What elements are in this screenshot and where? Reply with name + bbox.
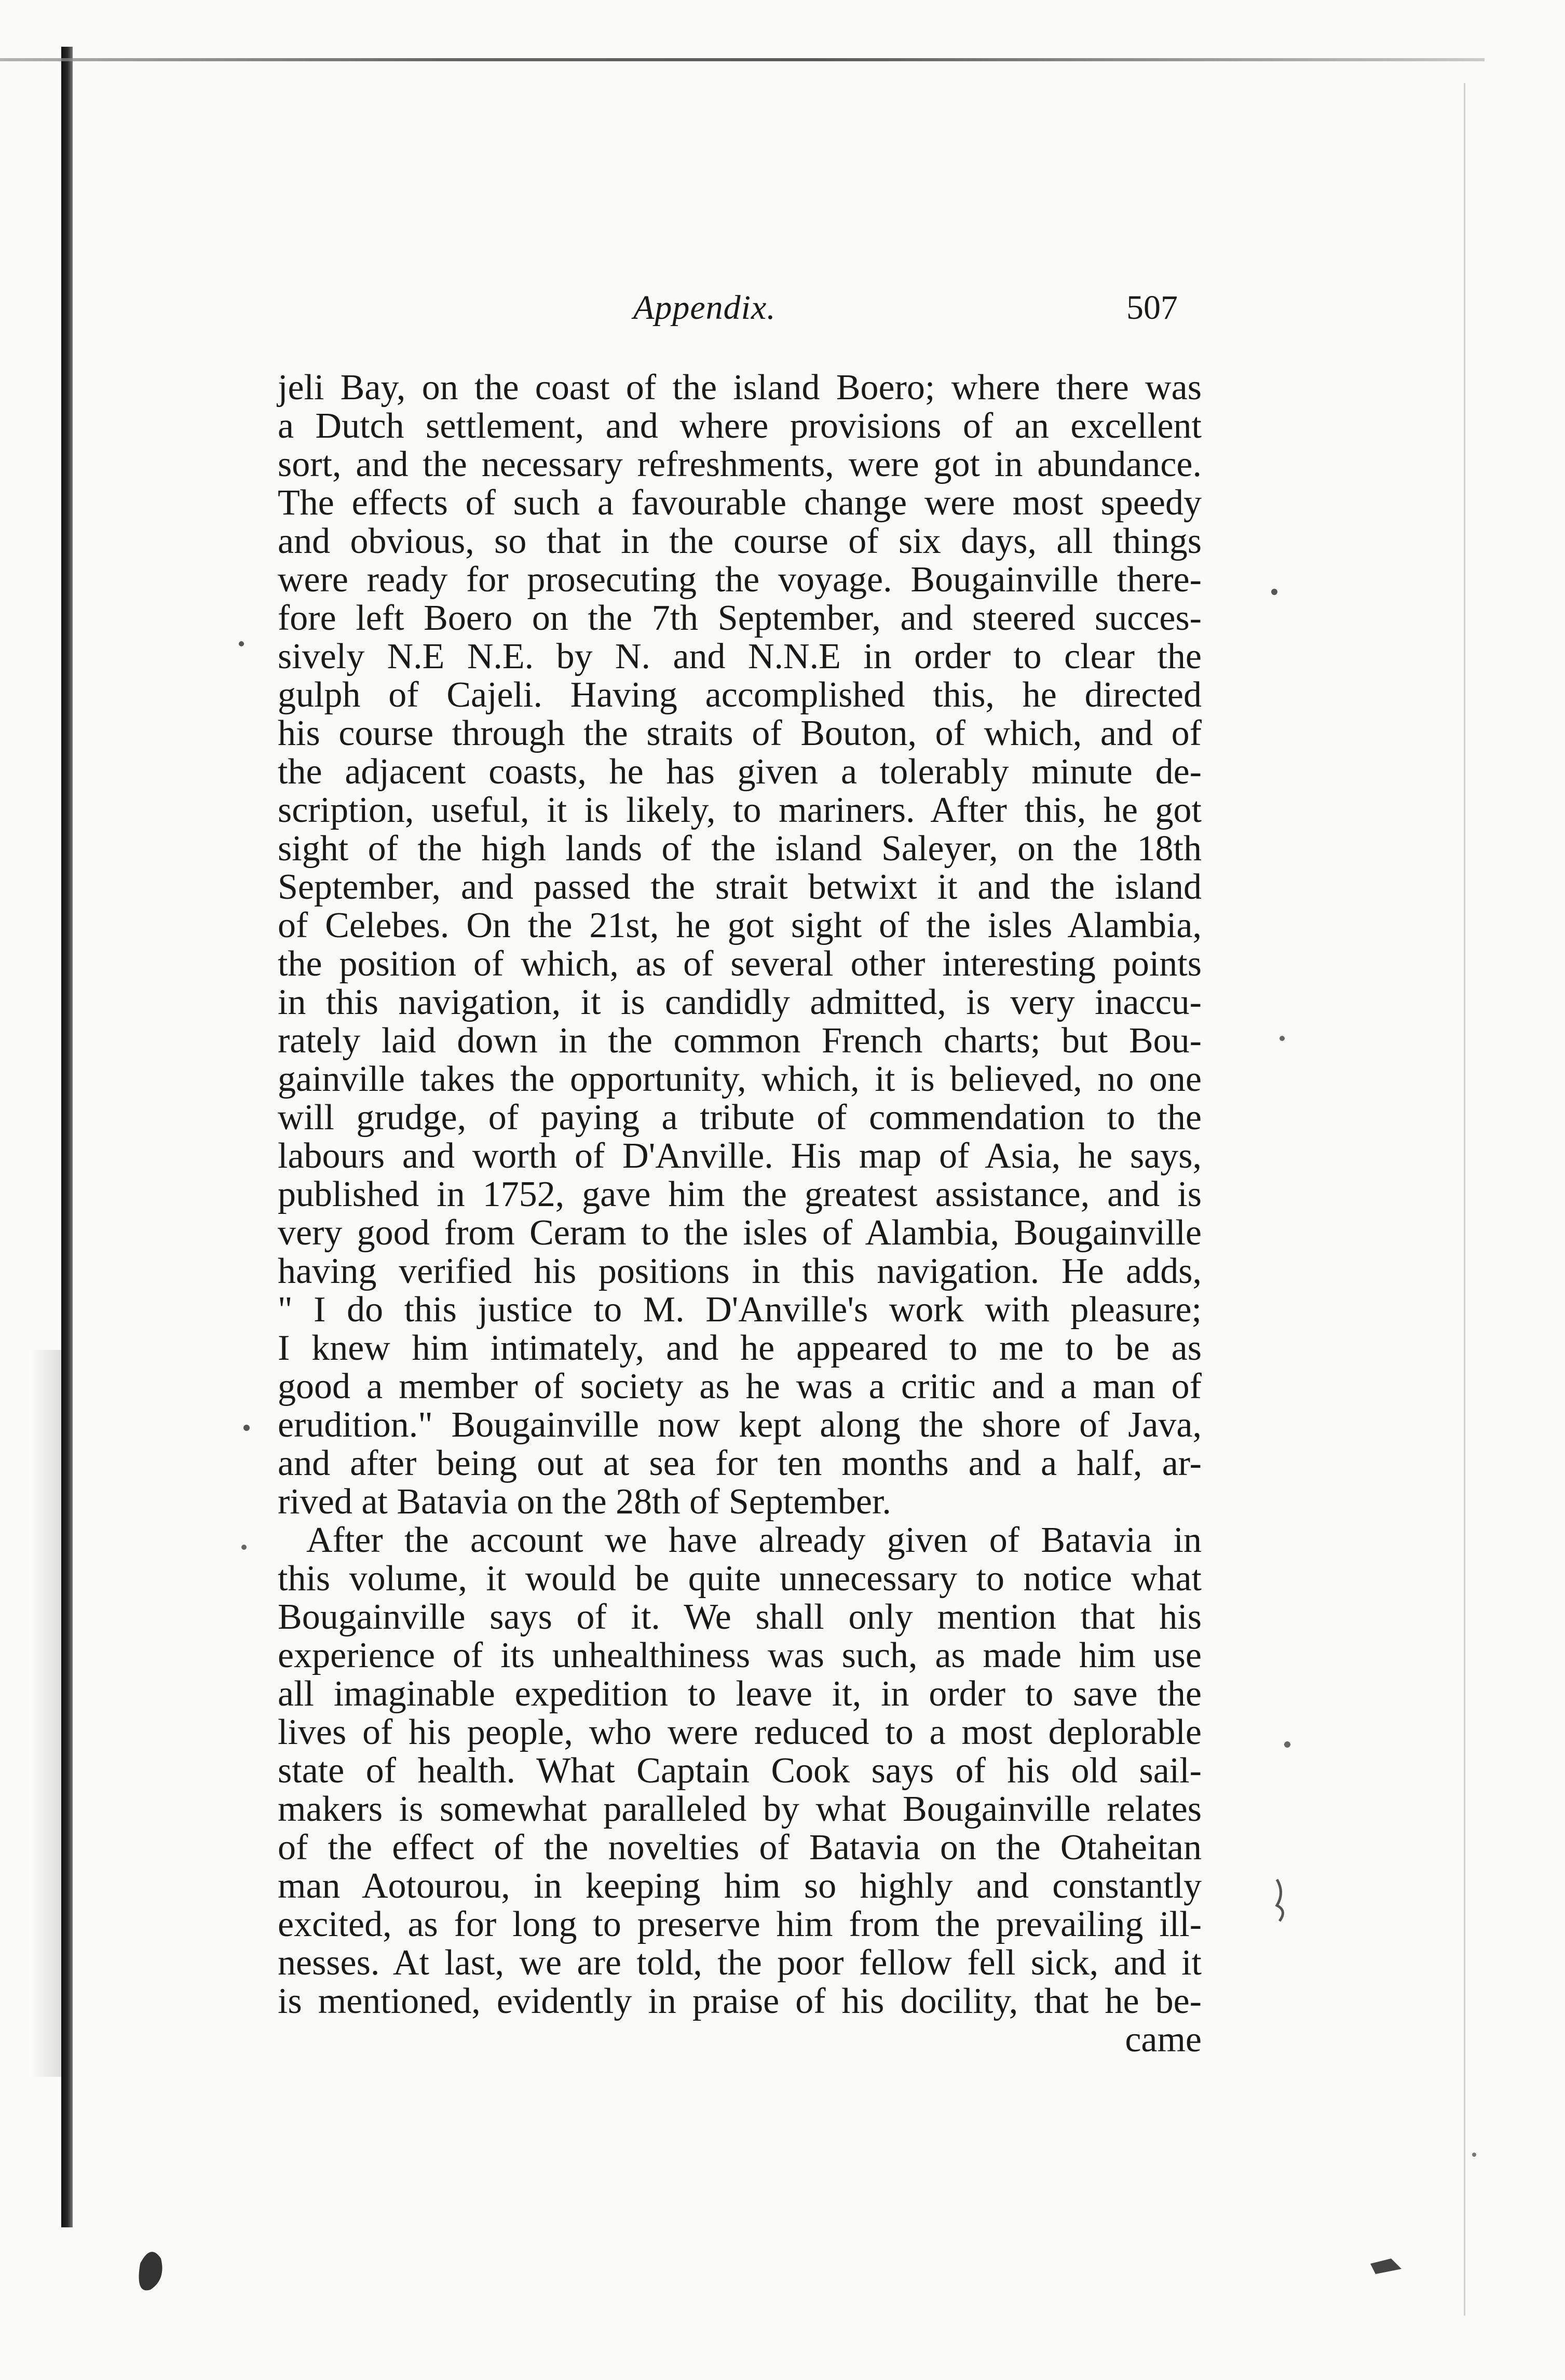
text-line: fore left Boero on the 7th September, and steered succes- xyxy=(278,598,1202,638)
text-line: the adjacent coasts, he has given a tolerably minute de- xyxy=(278,752,1202,792)
text-line: and after being out at sea for ten months and a half, ar- xyxy=(278,1443,1202,1483)
text-line: gulph of Cajeli. Having accomplished this, he directed xyxy=(278,675,1202,715)
paragraph-first-line: After the account we have already given of Batavia in xyxy=(306,1520,1202,1560)
running-head: Appendix. xyxy=(633,289,776,327)
text-line: his course through the straits of Bouton, of which, and of xyxy=(278,713,1202,753)
text-line: is mentioned, evidently in praise of his docility, that he be- xyxy=(278,1981,1202,2021)
text-line: lives of his people, who were reduced to a most deplorable xyxy=(278,1712,1202,1752)
text-line: will grudge, of paying a tribute of commendation to the xyxy=(278,1098,1202,1138)
text-line: sort, and the necessary refreshments, were got in abundance. xyxy=(278,444,1202,484)
text-line: in this navigation, it is candidly admitted, is very inaccu- xyxy=(278,982,1202,1022)
text-line: rately laid down in the common French charts; but Bou- xyxy=(278,1021,1202,1061)
text-line: Bougainville says of it. We shall only mention that his xyxy=(278,1597,1202,1637)
text-line: gainville takes the opportunity, which, it is believed, no one xyxy=(278,1059,1202,1099)
page-number: 507 xyxy=(1126,289,1178,327)
text-line: experience of its unhealthiness was such, as made him use xyxy=(278,1635,1202,1675)
text-line: all imaginable expedition to leave it, in order to save the xyxy=(278,1674,1202,1714)
text-line: the position of which, as of several other interesting points xyxy=(278,944,1202,984)
text-line: a Dutch settlement, and where provisions of an excellent xyxy=(278,406,1202,446)
text-line: excited, as for long to preserve him from the prevailing ill- xyxy=(278,1904,1202,1944)
text-line: were ready for prosecuting the voyage. Bougainville there- xyxy=(278,560,1202,600)
text-line: " I do this justice to M. D'Anville's work with pleasure; xyxy=(278,1290,1202,1330)
text-line: having verified his positions in this navigation. He adds, xyxy=(278,1251,1202,1291)
text-line: erudition." Bougainville now kept along the shore of Java, xyxy=(278,1405,1202,1445)
text-line: state of health. What Captain Cook says of his old sail- xyxy=(278,1751,1202,1791)
text-line: published in 1752, gave him the greatest assistance, and is xyxy=(278,1174,1202,1214)
text-line: jeli Bay, on the coast of the island Boero; where there was xyxy=(278,368,1202,408)
text-line: sively N.E N.E. by N. and N.N.E in order to clear the xyxy=(278,637,1202,677)
text-line: September, and passed the strait betwixt it and the island xyxy=(278,867,1202,907)
text-line: makers is somewhat paralleled by what Bougainville relates xyxy=(278,1789,1202,1829)
text-line: very good from Ceram to the isles of Alambia, Bougainville xyxy=(278,1213,1202,1253)
catchword: came xyxy=(1125,2020,1202,2060)
text-line: nesses. At last, we are told, the poor fellow fell sick, and it xyxy=(278,1943,1202,1983)
text-line: and obvious, so that in the course of six days, all things xyxy=(278,521,1202,561)
text-line: The effects of such a favourable change were most speedy xyxy=(278,483,1202,523)
text-line: man Aotourou, in keeping him so highly and constantly xyxy=(278,1866,1202,1906)
text-line: labours and worth of D'Anville. His map of Asia, he says, xyxy=(278,1136,1202,1176)
text-line: scription, useful, it is likely, to mariners. After this, he got xyxy=(278,790,1202,830)
text-line: of the effect of the novelties of Batavia on the Otaheitan xyxy=(278,1828,1202,1868)
text-line: of Celebes. On the 21st, he got sight of the isles Alambia, xyxy=(278,905,1202,945)
paragraph-end-line: rived at Batavia on the 28th of September. xyxy=(278,1482,891,1522)
text-line: sight of the high lands of the island Saleyer, on the 18th xyxy=(278,829,1202,869)
text-line: I knew him intimately, and he appeared to me to be as xyxy=(278,1328,1202,1368)
text-line: this volume, it would be quite unnecessary to notice what xyxy=(278,1559,1202,1599)
text-line: good a member of society as he was a critic and a man of xyxy=(278,1367,1202,1407)
